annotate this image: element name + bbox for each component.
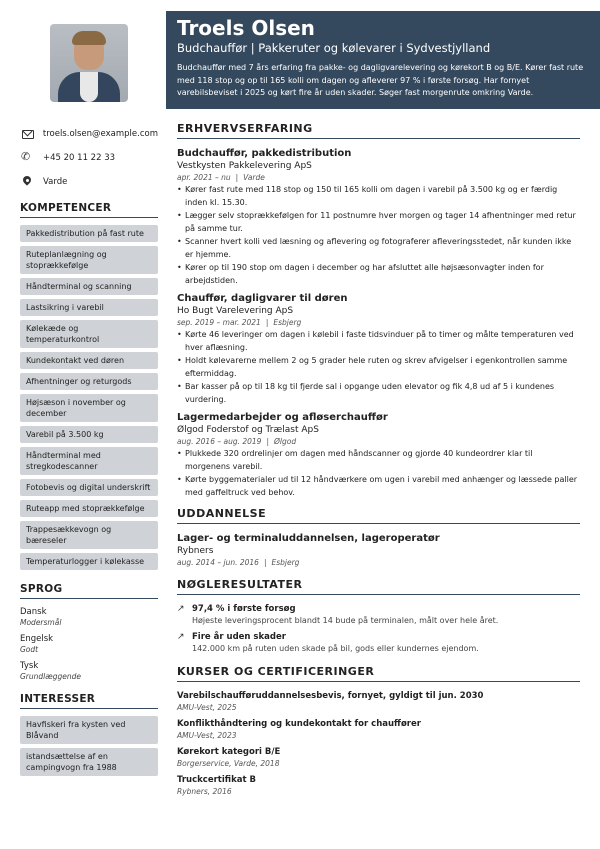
- job-company: Ølgod Foderstof og Trælast ApS: [177, 425, 319, 435]
- result-desc: 142.000 km på ruten uden skade på bil, gods eller kundernes ejendom.: [192, 644, 479, 653]
- meta-separator: |: [235, 173, 239, 182]
- job-meta: [177, 317, 580, 328]
- language-item: [20, 633, 158, 655]
- job-company: Vestkysten Pakkelevering ApS: [177, 161, 312, 171]
- courses-list: [177, 690, 580, 797]
- course-item: [177, 690, 580, 713]
- languages-heading: SPROG: [20, 583, 158, 599]
- meta-separator: |: [263, 558, 267, 567]
- sidebar: [20, 12, 158, 776]
- candidate-name: Troels Olsen: [177, 16, 315, 40]
- job-bullet: • Kører fast rute med 118 stop og 150 til 165 kolli om dagen i varebil på 3.500 kg og er færdig inden kl. 15.30.: [185, 184, 580, 209]
- language-name: Dansk: [20, 607, 47, 617]
- job-meta: [177, 172, 580, 183]
- course-item: [177, 746, 580, 769]
- candidate-role: Budchauffør | Pakkeruter og kølevarer i Sydvestjylland: [177, 41, 491, 55]
- job-location: Ølgod: [273, 437, 297, 446]
- job-entry: [177, 292, 580, 406]
- skill-tag: Lastsikring i varebil: [20, 299, 158, 316]
- experience-list: [177, 147, 580, 499]
- results-list: [177, 603, 580, 655]
- education-school: Rybners: [177, 546, 214, 556]
- skill-tag: Højsæson i november og december: [20, 394, 158, 422]
- skill-tag: Afhentninger og returgods: [20, 373, 158, 390]
- education-list: [177, 532, 580, 568]
- course-meta: Borgerservice, Varde, 2018: [177, 759, 280, 768]
- skill-tag: Ruteplanlægning og stoprækkefølge: [20, 246, 158, 274]
- profile-photo: [50, 24, 128, 102]
- course-title: Konflikthåndtering og kundekontakt for chauffører: [177, 719, 421, 729]
- skill-tag: Ruteapp med stoprækkefølge: [20, 500, 158, 517]
- skill-tag: Fotobevis og digital underskrift: [20, 479, 158, 496]
- job-bullets: [177, 184, 580, 287]
- courses-heading: KURSER OG CERTIFICERINGER: [177, 665, 580, 682]
- course-meta: Rybners, 2016: [177, 787, 232, 796]
- skill-tag: Håndterminal med stregkodescanner: [20, 447, 158, 475]
- course-title: Truckcertifikat B: [177, 775, 256, 785]
- job-entry: [177, 147, 580, 287]
- interests-list: [20, 716, 158, 776]
- interest-tag: Havfiskeri fra kysten ved Blåvand: [20, 716, 158, 744]
- language-level: Godt: [20, 645, 39, 654]
- education-meta: [177, 557, 580, 568]
- trend-up-icon: ↗: [177, 604, 185, 614]
- skill-tag: Kundekontakt ved døren: [20, 352, 158, 369]
- job-title: Budchauffør, pakkedistribution: [177, 148, 352, 159]
- course-meta: AMU-Vest, 2025: [177, 703, 237, 712]
- skill-tag: Varebil på 3.500 kg: [20, 426, 158, 443]
- interest-tag: istandsættelse af en campingvogn fra 1988: [20, 748, 158, 776]
- job-bullet: • Bar kasser på op til 18 kg til fjerde sal i opgange uden elevator og fik 4,8 ud af 5 i kundenes vurdering.: [185, 381, 580, 406]
- language-level: Grundlæggende: [20, 672, 81, 681]
- job-entry: [177, 411, 580, 499]
- job-location: Varde: [243, 173, 265, 182]
- job-bullet: • Lægger selv stoprækkefølgen for 11 postnumre hver morgen og tager 14 afhentninger med retur på samme tur.: [185, 210, 580, 235]
- job-bullets: [177, 448, 580, 499]
- meta-separator: |: [265, 318, 269, 327]
- trend-up-icon: ↗: [177, 632, 185, 642]
- job-location: Esbjerg: [273, 318, 302, 327]
- contact-phone[interactable]: [20, 146, 158, 170]
- language-level: Modersmål: [20, 618, 62, 627]
- result-desc: Højeste leveringsprocent blandt 14 bude på terminalen, målt over hele året.: [192, 616, 499, 625]
- language-name: Engelsk: [20, 634, 54, 644]
- contact-email[interactable]: [20, 122, 158, 146]
- result-item: [177, 603, 580, 627]
- education-entry: [177, 532, 580, 568]
- main-content: [177, 122, 580, 802]
- course-meta: AMU-Vest, 2023: [177, 731, 237, 740]
- course-item: [177, 774, 580, 797]
- job-bullet: • Holdt kølevarerne mellem 2 og 5 grader hele ruten og skrev afvigelser i egenkontrollen samme eftermiddag.: [185, 355, 580, 380]
- profile-summary: Budchauffør med 7 års erfaring fra pakke- og dagligvarelevering og kørekort B og B/E. Kører fast rute med 118 stop og op til 165 kolli om dagen og afleverer 97 % i første forsøg. Har fornyet varebilsbeviset i 2025 og kørt fire år uden skader. Søger fast morgenrute omkring Varde.: [177, 63, 584, 97]
- experience-heading: ERHVERVSERFARING: [177, 122, 580, 139]
- results-heading: NØGLERESULTATER: [177, 578, 580, 595]
- education-title: Lager- og terminaluddannelsen, lageroperatør: [177, 533, 440, 544]
- meta-separator: |: [266, 437, 269, 446]
- job-bullet: • Kørte 46 leveringer om dagen i kølebil i faste tidsvinduer på to timer og målte temperaturen ved hver aflæsning.: [185, 329, 580, 354]
- interests-heading: INTERESSER: [20, 693, 158, 709]
- job-period: sep. 2019 – mar. 2021: [177, 318, 261, 327]
- result-item: [177, 631, 580, 655]
- language-item: [20, 606, 158, 628]
- skill-tag: Pakkedistribution på fast rute: [20, 225, 158, 242]
- language-item: [20, 660, 158, 682]
- languages-list: [20, 606, 158, 682]
- language-name: Tysk: [20, 661, 39, 671]
- contact-location: [20, 170, 158, 194]
- header-banner: [166, 11, 600, 109]
- job-bullets: [177, 329, 580, 406]
- job-bullet: • Kørte byggematerialer ud til 12 håndværkere om ugen i varebil med anhænger og læssede paller med gaffeltruck ved behov.: [185, 474, 580, 499]
- result-title: 97,4 % i første forsøg: [192, 604, 296, 614]
- course-title: Kørekort kategori B/E: [177, 747, 281, 757]
- phone-icon: [20, 151, 36, 165]
- skill-tag: Trappesækkevogn og bæreseler: [20, 521, 158, 549]
- job-bullet: • Kører op til 190 stop om dagen i december og har afsluttet alle højsæsonvagter inden for arbejdstiden.: [185, 262, 580, 287]
- result-text: [192, 631, 479, 655]
- location-text: Varde: [43, 177, 68, 187]
- mail-icon: [22, 130, 34, 139]
- location-pin-icon: [20, 175, 36, 189]
- contact-block: [20, 122, 158, 194]
- result-title: Fire år uden skader: [192, 632, 286, 642]
- skill-tag: Temperaturlogger i kølekasse: [20, 553, 158, 570]
- skill-tag: Håndterminal og scanning: [20, 278, 158, 295]
- job-title: Lagermedarbejder og afløserchauffør: [177, 412, 388, 423]
- education-heading: UDDANNELSE: [177, 507, 580, 524]
- job-period: apr. 2021 – nu: [177, 173, 231, 182]
- education-location: Esbjerg: [271, 558, 300, 567]
- result-text: [192, 603, 498, 627]
- skill-tag: Kølekæde og temperaturkontrol: [20, 320, 158, 348]
- job-title: Chauffør, dagligvarer til døren: [177, 293, 348, 304]
- job-bullet: • Plukkede 320 ordrelinjer om dagen med håndscanner og gjorde 40 kundeordrer klar til morgenens varebil.: [185, 448, 580, 473]
- course-title: Varebilschaufføruddannelsesbevis, fornyet, gyldigt til jun. 2030: [177, 691, 484, 701]
- job-meta: [177, 436, 580, 447]
- job-company: Ho Bugt Varelevering ApS: [177, 306, 294, 316]
- skills-heading: KOMPETENCER: [20, 202, 158, 218]
- email-text: troels.olsen@example.com: [42, 129, 158, 139]
- job-bullet: • Scanner hvert kolli ved læsning og aflevering og fotograferer afleveringsstedet, når kunden ikke er hjemme.: [185, 236, 580, 261]
- course-item: [177, 718, 580, 741]
- skills-list: [20, 225, 158, 570]
- education-period: aug. 2014 – jun. 2016: [177, 558, 259, 567]
- job-period: aug. 2016 – aug. 2019: [177, 437, 262, 446]
- phone-text: +45 20 11 22 33: [43, 153, 116, 163]
